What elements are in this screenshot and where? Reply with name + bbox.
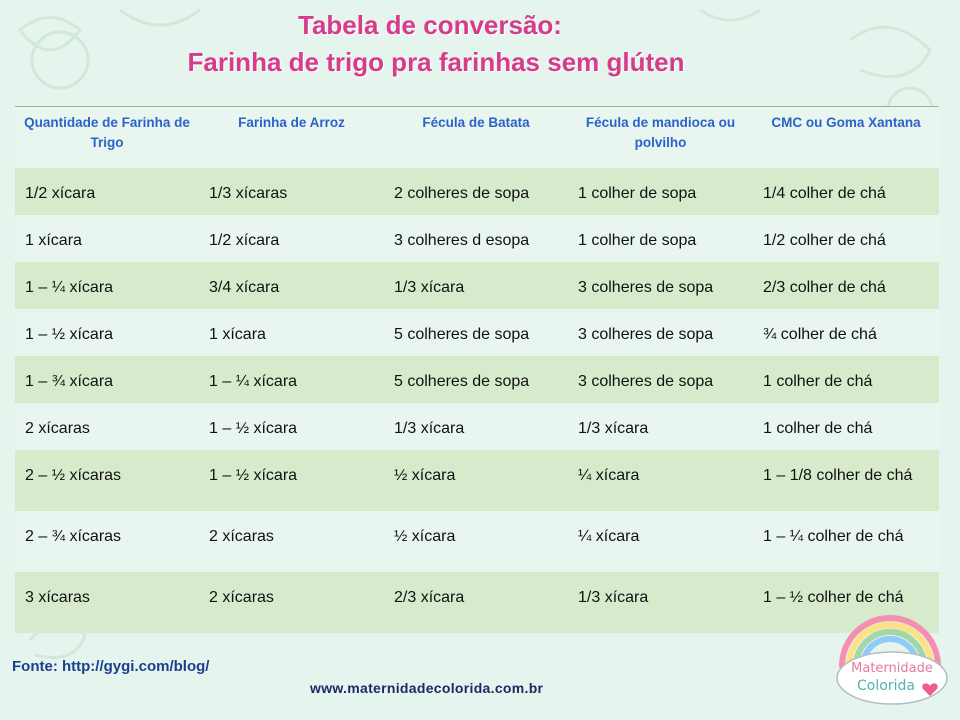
table-cell: 1 – ½ xícara	[199, 403, 384, 450]
table-row	[15, 450, 939, 511]
table-cell: 1 colher de chá	[753, 356, 939, 403]
table-row	[15, 511, 939, 572]
table-cell: 1 xícara	[199, 309, 384, 356]
table-cell: 1 colher de sopa	[568, 168, 753, 215]
table-row	[15, 215, 939, 262]
table-cell: 2 – ½ xícaras	[15, 450, 199, 511]
table-cell: 1/3 xícara	[384, 403, 568, 450]
page-title-line-1: Tabela de conversão:	[298, 10, 562, 40]
table-row	[15, 356, 939, 403]
table-cell: ½ xícara	[384, 450, 568, 511]
svg-text:Maternidade: Maternidade	[851, 661, 933, 676]
table-cell: 5 colheres de sopa	[384, 356, 568, 403]
table-cell: 1/3 xícara	[568, 403, 753, 450]
svg-text:Colorida: Colorida	[857, 678, 915, 694]
table-cell: 5 colheres de sopa	[384, 309, 568, 356]
table-row	[15, 403, 939, 450]
table-row	[15, 572, 939, 633]
table-cell: 1 colher de chá	[753, 403, 939, 450]
table-cell: 1 – ½ xícara	[15, 309, 199, 356]
table-row	[15, 262, 939, 309]
table-cell: 1 – 1/8 colher de chá	[753, 450, 939, 511]
page-title-line-2: Farinha de trigo pra farinhas sem glúten	[187, 47, 685, 77]
table-cell: 1/4 colher de chá	[753, 168, 939, 215]
table-cell: ¼ xícara	[568, 511, 753, 572]
table-cell: 1 – ¾ xícara	[15, 356, 199, 403]
table-cell: 2 xícaras	[199, 572, 384, 633]
source-credit: Fonte: http://gygi.com/blog/	[12, 658, 210, 675]
table-cell: ¾ colher de chá	[753, 309, 939, 356]
column-header-rice: Farinha de Arroz	[199, 107, 384, 169]
table-cell: 2 xícaras	[199, 511, 384, 572]
table-cell: 1/2 xícara	[199, 215, 384, 262]
table-cell: 1 colher de sopa	[568, 215, 753, 262]
table-cell: 1/3 xícara	[384, 262, 568, 309]
table-cell: 3 colheres de sopa	[568, 356, 753, 403]
table-cell: ¼ xícara	[568, 450, 753, 511]
table-cell: 1 – ¼ xícara	[199, 356, 384, 403]
table-cell: 2 – ¾ xícaras	[15, 511, 199, 572]
table-cell: 1 – ¼ colher de chá	[753, 511, 939, 572]
table-cell: 2/3 colher de chá	[753, 262, 939, 309]
table-cell: 1 – ¼ xícara	[15, 262, 199, 309]
table-cell: 1/3 xícaras	[199, 168, 384, 215]
table-cell: 3/4 xícara	[199, 262, 384, 309]
maternidade-colorida-logo	[830, 600, 955, 715]
table-cell: 1/2 xícara	[15, 168, 199, 215]
table-cell: 1/2 colher de chá	[753, 215, 939, 262]
table-header-row	[15, 107, 939, 169]
table-cell: 2 colheres de sopa	[384, 168, 568, 215]
table-cell: 3 colheres de sopa	[568, 309, 753, 356]
table-cell: 1 – ½ colher de chá	[753, 572, 939, 633]
table-cell: 1 xícara	[15, 215, 199, 262]
column-header-wheat: Quantidade de Farinha de Trigo	[15, 107, 199, 169]
table-cell: 1 – ½ xícara	[199, 450, 384, 511]
table-cell: 2 xícaras	[15, 403, 199, 450]
table-row	[15, 309, 939, 356]
table-cell: 3 colheres d esopa	[384, 215, 568, 262]
table-cell: 3 xícaras	[15, 572, 199, 633]
site-url[interactable]: www.maternidadecolorida.com.br	[310, 680, 544, 696]
table-row	[15, 168, 939, 215]
table-cell: 2/3 xícara	[384, 572, 568, 633]
column-header-tapioca: Fécula de mandioca ou polvilho	[568, 107, 753, 169]
conversion-table	[15, 106, 939, 633]
column-header-potato-starch: Fécula de Batata	[384, 107, 568, 169]
table-cell: ½ xícara	[384, 511, 568, 572]
column-header-xanthan: CMC ou Goma Xantana	[753, 107, 939, 169]
table-cell: 3 colheres de sopa	[568, 262, 753, 309]
table-cell: 1/3 xícara	[568, 572, 753, 633]
